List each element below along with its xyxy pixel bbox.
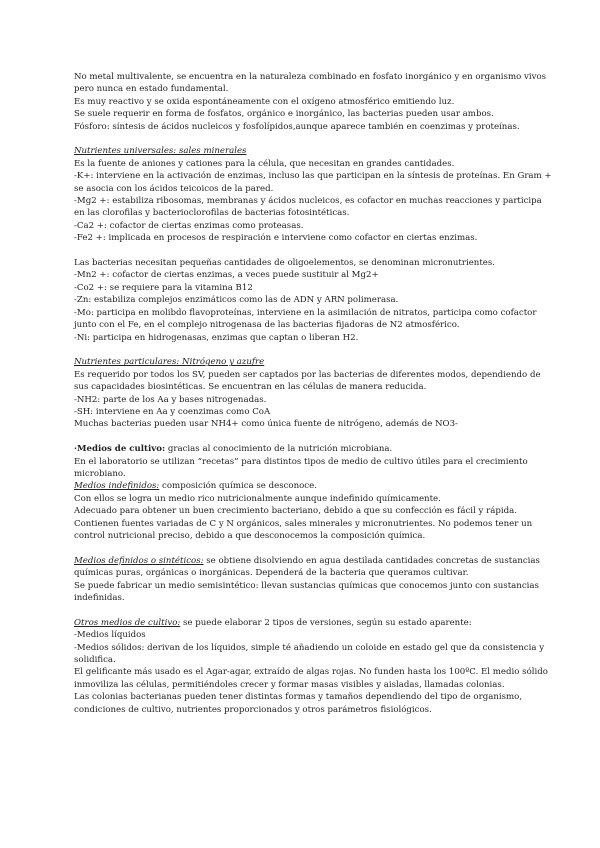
text-line: -Ni: participa en hidrogenasas, enzimas que captan o liberan H2.: [74, 332, 359, 343]
section-culture-media: [74, 443, 544, 542]
subsection-heading: Otros medios de cultivo:: [74, 617, 181, 628]
inline-text: gracias al conocimiento de la nutrición microbiana.: [165, 444, 393, 455]
text-line: El gelificante más usado es el Agar-agar, extraído de algas rojas. No funden hasta los 100ºC. El medio sólido: [74, 667, 548, 678]
text-line: -Mg2 +: estabiliza ribosomas, membranas y ácidos nucleicos, es cofactor en muchas reacciones y participa: [74, 196, 542, 207]
text-line: -Medios sólidos: derivan de los líquidos, simple té añadiendo un coloide en estado gel que da consistencia y: [74, 642, 545, 653]
section-defined-media: [74, 555, 544, 605]
text-line: En el laboratorio se utilizan “recetas” para distintos tipos de medio de cultivo útiles para el crecimiento: [74, 456, 528, 467]
subsection-heading: Medios definidos o sintéticos:: [74, 555, 204, 566]
text-line: microbiano.: [74, 468, 126, 479]
text-line: sus capacidades biosintéticas. Se encuentran en las células de manera reducida.: [74, 382, 427, 393]
text-line: en las clorofilas y bacterioclorofilas de bacterias fotosintéticas.: [74, 208, 350, 219]
text-line: inmoviliza las células, permitiéndoles crecer y formar masas visibles y aisladas, llamadas colonias.: [74, 679, 505, 690]
section-heading: Nutrientes universales: sales minerales: [74, 146, 247, 157]
text-line: Es requerido por todos los SV, pueden ser captados por las bacterias de diferentes modos, dependiendo de: [74, 369, 541, 380]
text-line: -Fe2 +: implicada en procesos de respiración e interviene como cofactor en ciertas enzimas.: [74, 233, 478, 244]
text-line: -Mn2 +: cofactor de ciertas enzimas, a veces puede sustituir al Mg2+: [74, 270, 379, 281]
inline-text: se puede elaborar 2 tipos de versiones, según su estado aparente:: [180, 617, 472, 628]
text-line: -NH2: parte de los Aa y bases nitrogenadas.: [74, 394, 267, 405]
text-line: se asocia con los ácidos teicoicos de la pared.: [74, 183, 274, 194]
text-line: No metal multivalente, se encuentra en la naturaleza combinado en fosfato inorgánico y en organismo vivos: [74, 72, 547, 82]
text-line: condiciones de cultivo, nutrientes proporcionados y otros parámetros fisiológicos.: [74, 704, 432, 715]
text-line: Contienen fuentes variadas de C y N orgánicos, sales minerales y micronutrientes. No podemos tener un: [74, 518, 533, 529]
text-line: [74, 617, 544, 629]
text-line: Se puede fabricar un medio semisintético: llevan sustancias químicas que conocemos junto con sustancias: [74, 580, 539, 591]
text-line: -Ca2 +: cofactor de ciertas enzimas como proteasas.: [74, 220, 304, 231]
text-line: solidifica.: [74, 655, 116, 665]
text-line: -Co2 +: se requiere para la vitamina B12: [74, 282, 253, 293]
text-line: -SH: interviene en Aa y coenzimas como CoA: [74, 406, 271, 417]
text-line: junto con el Fe, en el complejo nitrogenasa de las bacterias fijadoras de N2 atmosférico.: [74, 320, 460, 331]
text-line: Las colonias bacterianas pueden tener distintas formas y tamaños dependiendo del tipo de organismo,: [74, 692, 523, 703]
text-line: Es la fuente de aniones y cationes para la célula, que necesitan en grandes cantidades.: [74, 158, 455, 169]
text-line: control nutricional preciso, debido a que desconocemos la composición química.: [74, 530, 426, 541]
document-body: [74, 71, 552, 728]
text-line: indefinidas.: [74, 592, 125, 603]
text-line: -Medios líquidos: [74, 630, 146, 641]
text-line: Muchas bacterias pueden usar NH4+ como única fuente de nitrógeno, además de NO3-: [74, 419, 458, 430]
text-line: Con ellos se logra un medio rico nutricionalmente aunque indefinido químicamente.: [74, 493, 441, 504]
paragraph-phosphorus: [74, 71, 547, 133]
text-line: Es muy reactivo y se oxida espontáneamente con el oxígeno atmosférico emitiendo luz.: [74, 96, 455, 107]
inline-text: se obtiene disolviendo en agua destilada cantidades concretas de sustancias: [203, 555, 540, 566]
section-particular-nutrients: [74, 356, 544, 430]
text-line: pero nunca en estado fundamental.: [74, 84, 229, 95]
text-line: [74, 443, 544, 455]
text-line: -Zn: estabiliza complejos enzimáticos como las de ADN y ARN polimerasa.: [74, 295, 399, 306]
paragraph-micronutrients: [74, 257, 544, 344]
section-heading: Nutrientes particulares: Nitrógeno y azufre: [74, 357, 265, 368]
text-line: Adecuado para obtener un buen crecimiento bacteriano, debido a que su confección es fácil y rápida.: [74, 506, 517, 517]
text-line: -K+: interviene en la activación de enzimas, incluso las que participan en la síntesis de proteínas. En Gram +: [74, 171, 552, 182]
subsection-heading: Medios indefinidos:: [74, 481, 160, 492]
text-line: Las bacterias necesitan pequeñas cantidades de oligoelementos, se denominan micronutrientes.: [74, 258, 496, 269]
section-heading: ·Medios de cultivo:: [74, 444, 166, 455]
text-line: [74, 480, 544, 492]
text-line: [74, 555, 544, 567]
section-other-media: [74, 617, 548, 716]
inline-text: composición química se desconoce.: [159, 481, 317, 492]
text-line: Se suele requerir en forma de fosfatos, orgánico e inorgánico, las bacterias pueden usar ambos.: [74, 109, 494, 120]
text-line: Fósforo: síntesis de ácidos nucleicos y fosfolípidos,aunque aparece también en coenzimas y proteínas.: [74, 121, 520, 132]
text-line: -Mo: participa en molibdo flavoproteínas, interviene en la asimilación de nitratos, participa como cofactor: [74, 307, 537, 318]
section-universal-nutrients: [74, 145, 552, 244]
text-line: químicas puras, orgánicas o inorgánicas. Dependerá de la bacteria que queramos cultivar.: [74, 568, 469, 579]
